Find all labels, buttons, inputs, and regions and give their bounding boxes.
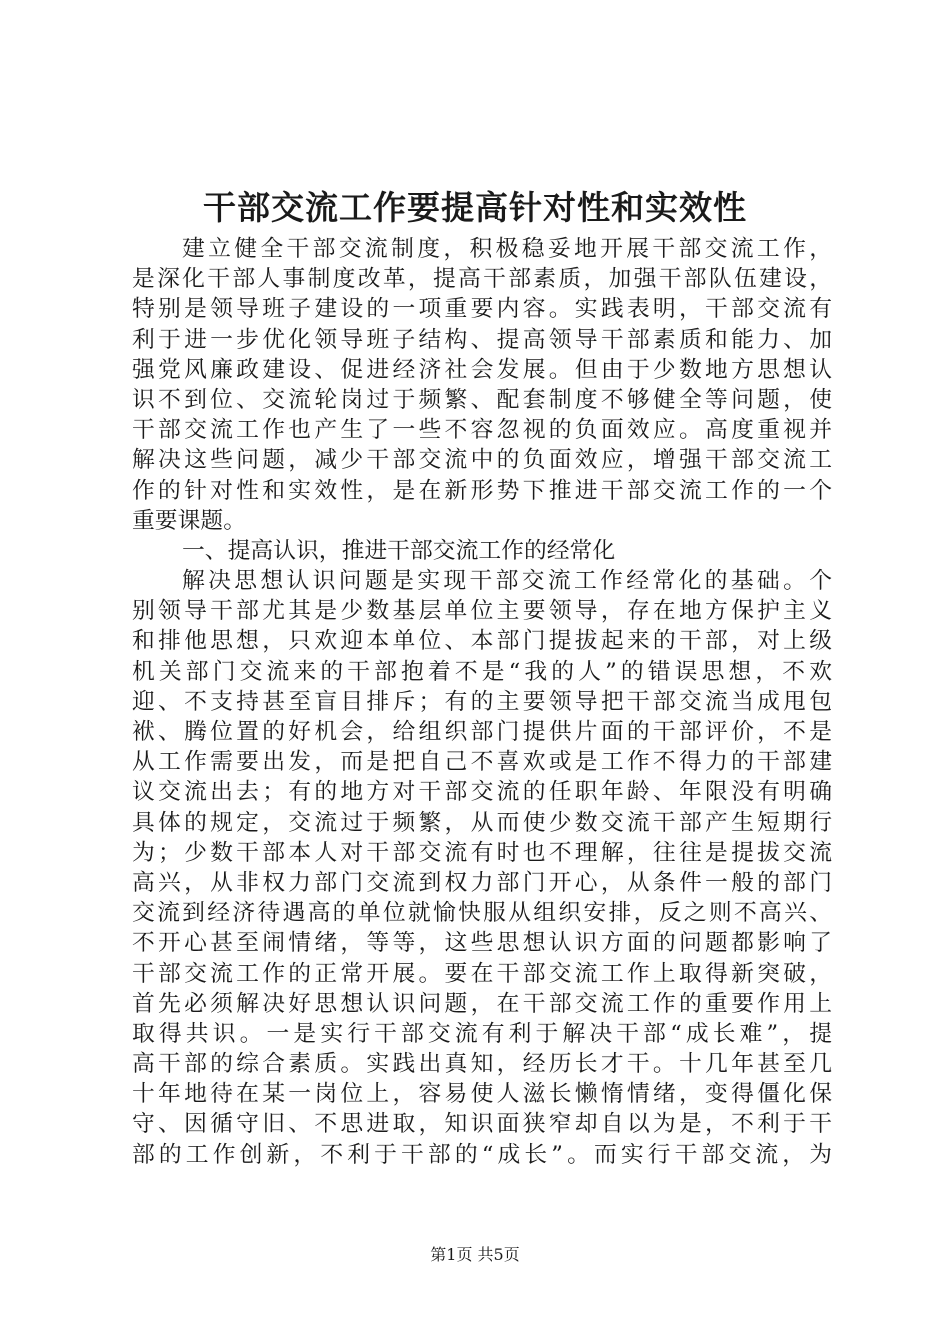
paragraph-line: 利于进一步优化领导班子结构、提高领导干部素质和能力、加 (132, 326, 832, 353)
paragraph-line: 迎、不支持甚至盲目排斥；有的主要领导把干部交流当成甩包 (132, 688, 832, 715)
paragraph-line: 议交流出去；有的地方对干部交流的任职年龄、年限没有明确 (132, 779, 832, 806)
section-heading: 一、提高认识，推进干部交流工作的经常化 (182, 537, 616, 564)
paragraph-line: 十年地待在某一岗位上，容易使人滋长懒惰情绪，变得僵化保 (132, 1081, 832, 1108)
paragraph-line: 袱、腾位置的好机会，给组织部门提供片面的干部评价，不是 (132, 719, 832, 745)
paragraph-line: 具体的规定，交流过于频繁，从而使少数交流干部产生短期行 (132, 809, 832, 836)
paragraph-line: 别领导干部尤其是少数基层单位主要领导，存在地方保护主义 (132, 598, 832, 625)
paragraph-line: 干部交流工作也产生了一些不容忽视的负面效应。高度重视并 (132, 417, 832, 444)
paragraph-line: 交流到经济待遇高的单位就愉快服从组织安排，反之则不高兴、 (132, 900, 832, 927)
paragraph-line: 高兴，从非权力部门交流到权力部门开心，从条件一般的部门 (132, 869, 832, 896)
paragraph-line: 首先必须解决好思想认识问题，在干部交流工作的重要作用上 (132, 990, 832, 1017)
paragraph-line: 为；少数干部本人对干部交流有时也不理解，往往是提拔交流 (132, 839, 832, 866)
paragraph-line: 识不到位、交流轮岗过于频繁、配套制度不够健全等问题，使 (132, 386, 832, 413)
paragraph-line: 干部交流工作的正常开展。要在干部交流工作上取得新突破， (132, 960, 832, 987)
document-title: 干部交流工作要提高针对性和实效性 (203, 188, 747, 227)
paragraph-line: 作的针对性和实效性，是在新形势下推进干部交流工作的一个 (132, 477, 832, 504)
paragraph-line: 建立健全干部交流制度，积极稳妥地开展干部交流工作， (182, 236, 832, 262)
paragraph-line: 强党风廉政建设、促进经济社会发展。但由于少数地方思想认 (132, 356, 832, 383)
paragraph-line: 守、因循守旧、不思进取，知识面狭窄却自以为是，不利于干 (132, 1111, 832, 1138)
paragraph-line: 从工作需要出发，而是把自己不喜欢或是工作不得力的干部建 (132, 749, 832, 776)
paragraph-line: 解决思想认识问题是实现干部交流工作经常化的基础。个 (182, 568, 832, 595)
paragraph-line: 解决这些问题，减少干部交流中的负面效应，增强干部交流工 (132, 447, 832, 474)
page-number-footer: 第1页 共5页 (430, 1245, 520, 1264)
paragraph-line: 取得共识。一是实行干部交流有利于解决干部“成长难”，提 (132, 1020, 832, 1047)
document-body (132, 234, 832, 1170)
paragraph-line: 高干部的综合素质。实践出真知，经历长才干。十几年甚至几 (132, 1051, 832, 1078)
paragraph-line: 和排他思想，只欢迎本单位、本部门提拔起来的干部，对上级 (132, 628, 832, 655)
paragraph-line: 部的工作创新，不利于干部的“成长”。而实行干部交流，为 (132, 1141, 832, 1168)
paragraph-line: 机关部门交流来的干部抱着不是“我的人”的错误思想，不欢 (132, 658, 832, 685)
paragraph-line: 重要课题。 (132, 507, 246, 534)
paragraph-line: 不开心甚至闹情绪，等等，这些思想认识方面的问题都影响了 (132, 930, 832, 957)
paragraph-line: 特别是领导班子建设的一项重要内容。实践表明，干部交流有 (132, 296, 832, 323)
paragraph-line: 是深化干部人事制度改革，提高干部素质，加强干部队伍建设， (132, 266, 832, 293)
